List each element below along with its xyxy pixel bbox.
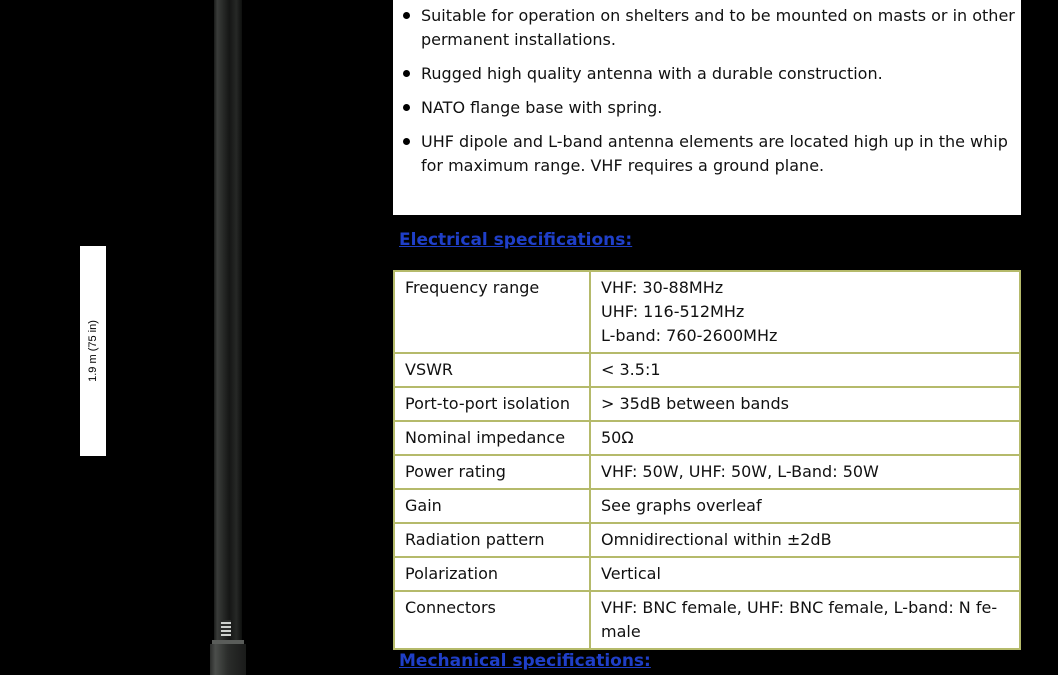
- spec-value: [590, 421, 1020, 455]
- feature-item: [399, 96, 1015, 120]
- spec-value-line: VHF: BNC female, UHF: BNC female, L-band: N fe-: [601, 598, 998, 617]
- spec-param: Polarization: [394, 557, 590, 591]
- feature-text: UHF dipole and L-band antenna elements are located high up in the whip for maximum range. VHF requires a ground plane.: [421, 132, 1008, 175]
- spec-param: VSWR: [394, 353, 590, 387]
- spec-param: Gain: [394, 489, 590, 523]
- electrical-specifications-heading: Electrical specifications:: [399, 230, 633, 250]
- feature-list: [399, 4, 1015, 178]
- spec-value-line: Vertical: [601, 564, 661, 583]
- feature-text: NATO flange base with spring.: [421, 98, 663, 117]
- bullet-icon: [403, 12, 410, 19]
- spec-value-line: See graphs overleaf: [601, 496, 762, 515]
- table-row: [394, 591, 1020, 649]
- spec-value-line: Omnidirectional within ±2dB: [601, 530, 832, 549]
- spec-param: Radiation pattern: [394, 523, 590, 557]
- feature-list-box: [393, 0, 1021, 215]
- table-row: [394, 489, 1020, 523]
- spec-value-line: L-band: 760-2600MHz: [601, 326, 778, 345]
- bullet-icon: [403, 138, 410, 145]
- feature-item: [399, 62, 1015, 86]
- spec-value: [590, 353, 1020, 387]
- spec-value: [590, 591, 1020, 649]
- table-row: [394, 387, 1020, 421]
- feature-item: [399, 130, 1015, 178]
- antenna-base: [210, 644, 246, 675]
- table-row: [394, 353, 1020, 387]
- mechanical-specifications-heading: Mechanical specifications:: [399, 651, 651, 671]
- antenna-label-sticker: [221, 620, 231, 636]
- spec-value: [590, 489, 1020, 523]
- table-row: [394, 455, 1020, 489]
- feature-text: Rugged high quality antenna with a durable construction.: [421, 64, 883, 83]
- spec-param: Nominal impedance: [394, 421, 590, 455]
- spec-value-line: VHF: 50W, UHF: 50W, L-Band: 50W: [601, 462, 879, 481]
- feature-item: [399, 4, 1015, 52]
- spec-param: Port-to-port isolation: [394, 387, 590, 421]
- bullet-icon: [403, 104, 410, 111]
- spec-param: Frequency range: [394, 271, 590, 353]
- spec-param: Connectors: [394, 591, 590, 649]
- spec-value-line: < 3.5:1: [601, 360, 661, 379]
- table-row: [394, 523, 1020, 557]
- spec-value: [590, 557, 1020, 591]
- electrical-specifications-table: [393, 270, 1021, 650]
- spec-value: [590, 271, 1020, 353]
- spec-value: [590, 387, 1020, 421]
- spec-value: [590, 455, 1020, 489]
- table-row: [394, 557, 1020, 591]
- spec-value-line: VHF: 30-88MHz: [601, 278, 724, 297]
- spec-value-line: UHF: 116-512MHz: [601, 302, 745, 321]
- table-row: [394, 271, 1020, 353]
- spec-param: Power rating: [394, 455, 590, 489]
- bullet-icon: [403, 70, 410, 77]
- height-dimension-label: 1.9 m (75 in): [87, 320, 99, 382]
- spec-value-line: male: [601, 622, 641, 641]
- spec-value: [590, 523, 1020, 557]
- antenna-whip-image: [214, 0, 242, 675]
- feature-text: Suitable for operation on shelters and to be mounted on masts or in other permanent installations.: [421, 6, 1015, 49]
- table-row: [394, 421, 1020, 455]
- spec-value-line: > 35dB between bands: [601, 394, 789, 413]
- height-dimension-marker: [80, 246, 106, 456]
- spec-value-line: 50Ω: [601, 428, 634, 447]
